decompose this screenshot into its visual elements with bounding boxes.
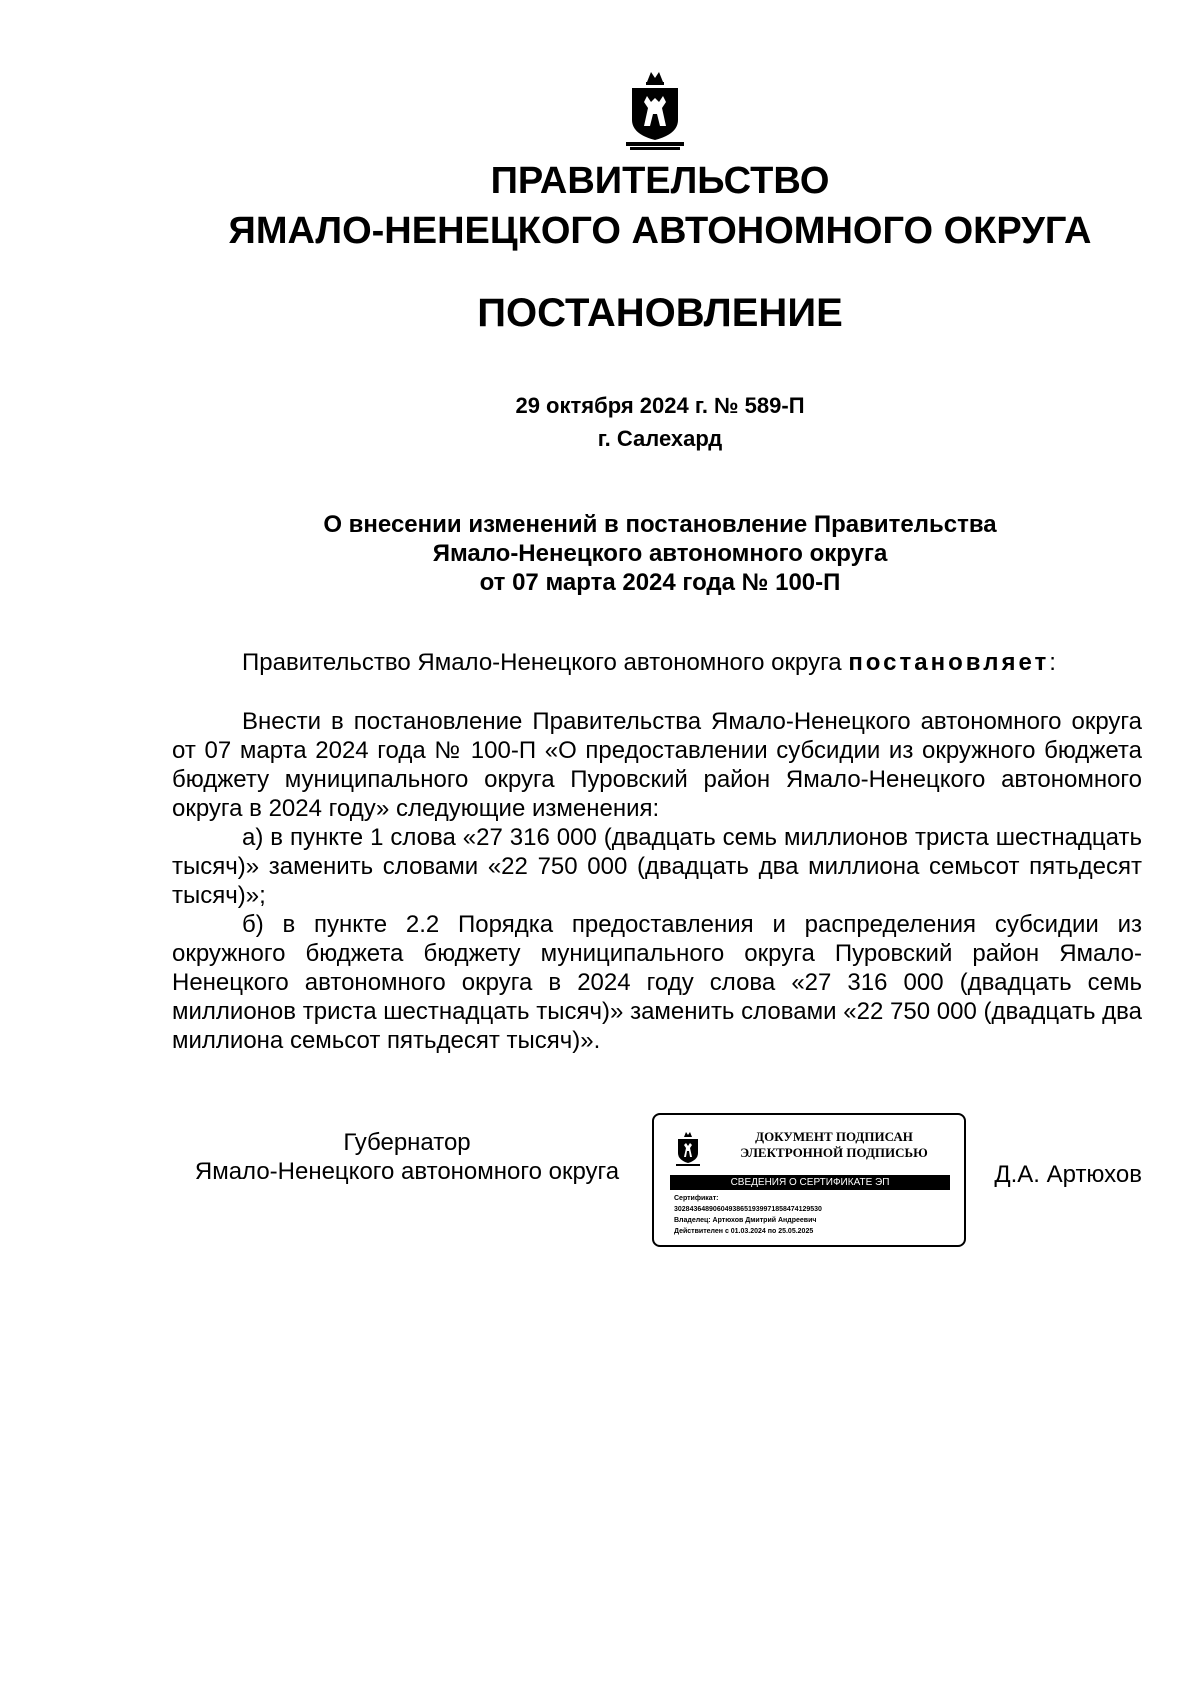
stamp-heading-line-1: ДОКУМЕНТ ПОДПИСАН: [755, 1129, 913, 1144]
signatory-name: Д.А. Артюхов: [994, 1161, 1142, 1188]
document-date-number: 29 октября 2024 г. № 589-П: [515, 393, 805, 418]
organization-line-1: ПРАВИТЕЛЬСТВО: [490, 160, 830, 202]
signatory-title: [172, 1128, 642, 1186]
subject-line-1: О внесении изменений в постановление Правительства: [323, 511, 997, 538]
electronic-signature-stamp: [652, 1113, 966, 1247]
stamp-certificate-details: [674, 1193, 954, 1237]
preamble-verb: постановляет: [848, 649, 1050, 676]
signatory-title-line-1: Губернатор: [343, 1129, 471, 1156]
document-body: [172, 707, 1142, 1055]
stamp-certificate-number: 30284364890604938651939971858474129530: [674, 1206, 822, 1213]
document-city: г. Салехард: [597, 426, 723, 451]
document-subject: [0, 510, 1200, 597]
preamble-colon: :: [1049, 649, 1056, 676]
subject-line-3: от 07 марта 2024 года № 100-П: [479, 569, 841, 596]
stamp-heading: [718, 1129, 950, 1161]
stamp-owner: Владелец: Артюхов Дмитрий Андреевич: [674, 1217, 817, 1224]
stamp-certificate-bar: СВЕДЕНИЯ О СЕРТИФИКАТЕ ЭП: [670, 1175, 950, 1190]
stamp-validity: Действителен с 01.03.2024 по 25.05.2025: [674, 1228, 814, 1235]
preamble: [242, 648, 1142, 677]
stamp-emblem-icon: [674, 1131, 702, 1169]
document-type-heading: ПОСТАНОВЛЕНИЕ: [477, 291, 843, 335]
organization-name: [0, 156, 1200, 256]
stamp-certificate-label: Сертификат:: [674, 1195, 719, 1202]
body-item-b: б) в пункте 2.2 Порядка предоставления и распределения субсидии из окружного бюджета бюджету муниципального округа Пуровский район Ямало-Ненецкого автономного округа в 2024 году слова «27 316 000 (двадцать семь миллионов триста шестнадцать тысяч)» заменить словами «22 750 000 (двадцать два миллиона семьсот пятьдесят тысяч)».: [172, 911, 1142, 1054]
signatory-title-line-2: Ямало-Ненецкого автономного округа: [194, 1158, 620, 1185]
organization-line-2: ЯМАЛО-НЕНЕЦКОГО АВТОНОМНОГО ОКРУГА: [228, 210, 1092, 252]
body-item-a: а) в пункте 1 слова «27 316 000 (двадцать семь миллионов триста шестнадцать тысяч)» заменить словами «22 750 000 (двадцать два миллиона семьсот пятьдесят тысяч)»;: [172, 824, 1142, 909]
subject-line-2: Ямало-Ненецкого автономного округа: [432, 540, 888, 567]
preamble-text: Правительство Ямало-Ненецкого автономного округа: [242, 649, 842, 676]
coat-of-arms-emblem: [620, 68, 690, 152]
stamp-heading-line-2: ЭЛЕКТРОННОЙ ПОДПИСЬЮ: [740, 1145, 928, 1160]
body-paragraph-main: Внести в постановление Правительства Ямало-Ненецкого автономного округа от 07 марта 2024 года № 100-П «О предоставлении субсидии из окружного бюджета бюджету муниципального округа Пуровский район Ямало-Ненецкого автономного округа в 2024 году» следующие изменения:: [172, 708, 1142, 822]
